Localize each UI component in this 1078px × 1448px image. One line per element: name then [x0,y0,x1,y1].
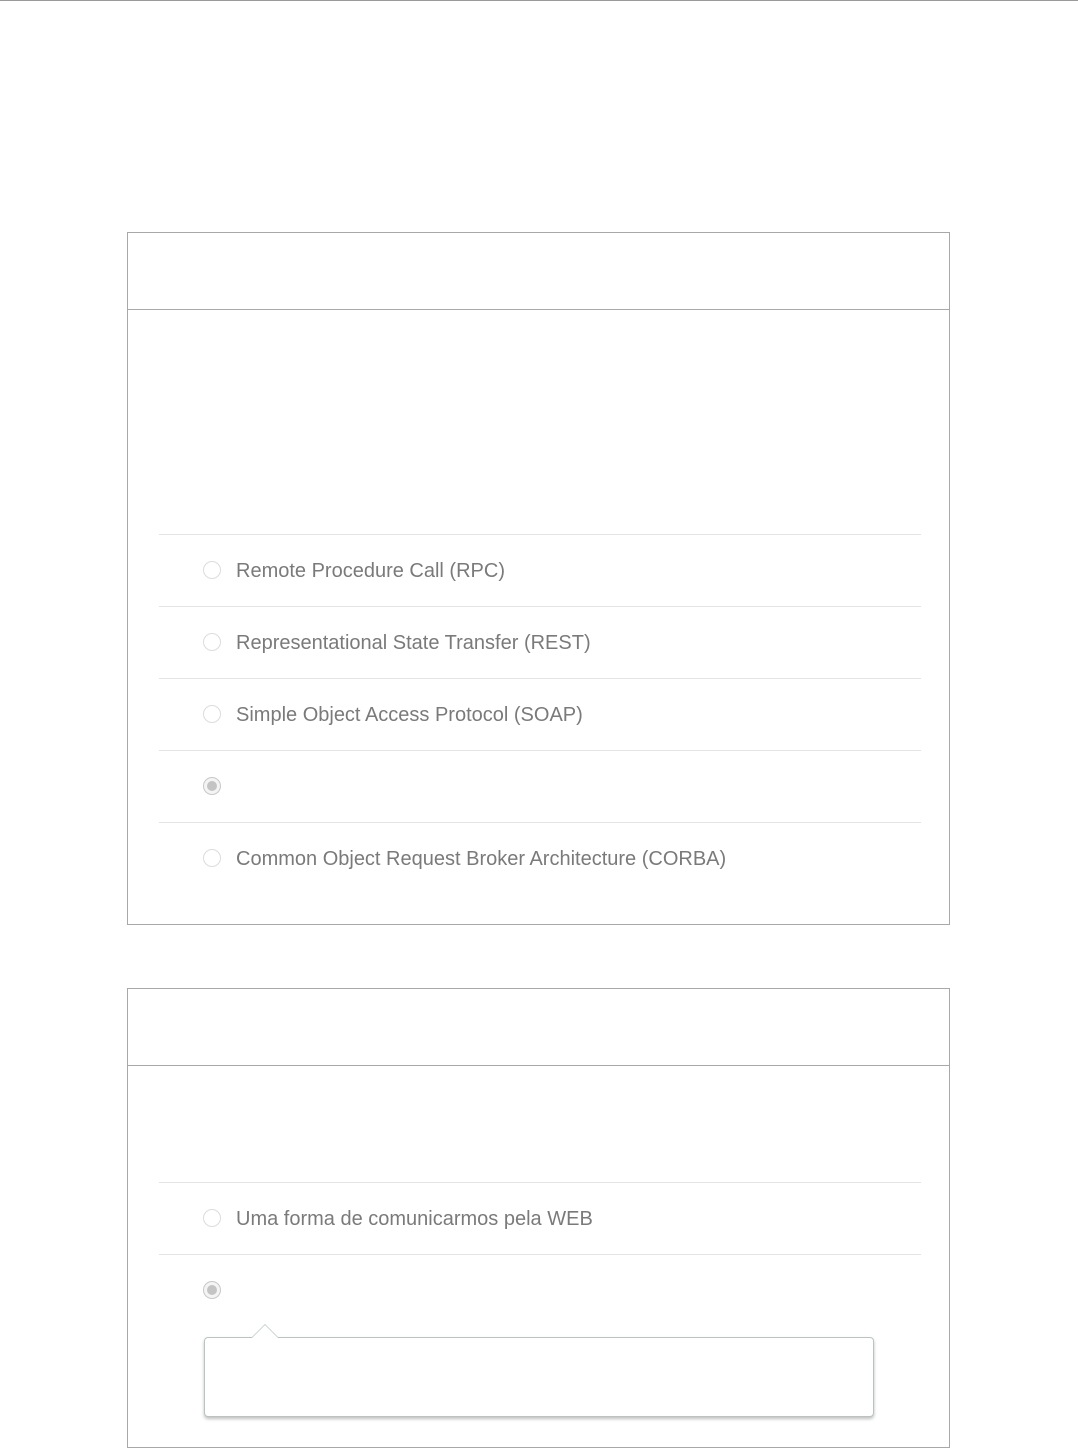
answer-option[interactable] [159,606,921,678]
popover-arrow [251,1324,279,1338]
question-card-2 [127,988,950,1448]
answer-option[interactable] [159,534,921,606]
question-header-2 [128,989,949,1066]
radio-button[interactable] [203,561,221,579]
radio-button[interactable] [203,705,221,723]
radio-button[interactable] [203,633,221,651]
answer-options-1 [159,534,921,894]
top-divider [0,0,1078,1]
feedback-popover [204,1337,874,1417]
question-header-1 [128,233,949,310]
answer-option[interactable] [159,822,921,894]
answer-options-2 [159,1182,921,1326]
radio-button-selected[interactable] [203,777,221,795]
answer-option-label: Common Object Request Broker Architecture (CORBA) [236,848,727,870]
radio-button[interactable] [203,1209,221,1227]
answer-option-label: Uma forma de comunicarmos pela WEB [236,1208,593,1230]
radio-button-selected[interactable] [203,1281,221,1299]
answer-option-label: Representational State Transfer (REST) [236,632,591,654]
answer-option[interactable] [159,1182,921,1254]
answer-option[interactable] [159,678,921,750]
answer-option-label: Remote Procedure Call (RPC) [236,560,505,582]
question-card-1 [127,232,950,925]
radio-button[interactable] [203,849,221,867]
answer-option-label: Simple Object Access Protocol (SOAP) [236,704,583,726]
answer-option-selected[interactable] [159,1254,921,1326]
answer-option-selected[interactable] [159,750,921,822]
